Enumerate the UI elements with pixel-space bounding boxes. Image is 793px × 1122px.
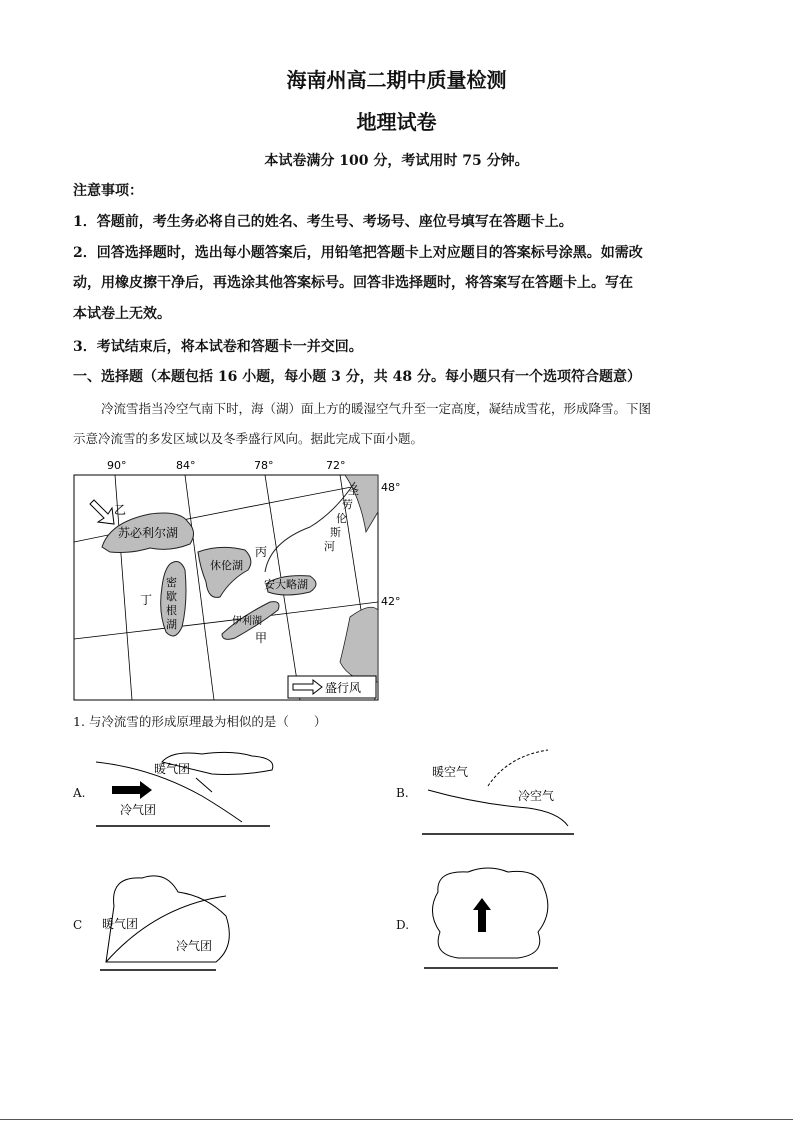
question-1-text: 1. 与冷流雪的形成原理最为相似的是（ ） <box>73 714 327 729</box>
instructions-heading: 注意事项： <box>73 183 143 199</box>
cold-snow-map <box>70 452 410 707</box>
label-michigan-1: 密 <box>166 576 177 589</box>
option-a-warm-label: 暖气团 <box>154 762 191 776</box>
label-river-3: 伦 <box>336 512 347 525</box>
option-c-diagram[interactable] <box>96 866 246 976</box>
instruction-2-line3: 本试卷上无效。 <box>73 306 171 322</box>
option-a-diagram[interactable] <box>92 748 282 834</box>
warm-air-path <box>488 750 548 786</box>
option-b-cold-label: 冷空气 <box>518 789 555 803</box>
option-c-cold-label: 冷气团 <box>176 939 213 953</box>
cold-air-arrow-icon <box>112 781 152 799</box>
lon-label-78: 78° <box>254 459 274 472</box>
page-bottom-rule <box>0 1119 793 1120</box>
label-river-1: 圣 <box>348 484 359 497</box>
lon-label-84: 84° <box>176 459 196 472</box>
label-lake-superior: 苏必利尔湖 <box>118 526 179 540</box>
option-b-letter[interactable]: B. <box>396 786 409 800</box>
label-jia: 甲 <box>255 631 268 645</box>
cloud-icon <box>432 868 547 958</box>
section-intro-line2: 示意冷流雪的多发区域以及冬季盛行风向。据此完成下面小题。 <box>73 431 424 446</box>
label-michigan-4: 湖 <box>166 618 177 631</box>
warm-air-arrow <box>196 778 212 792</box>
option-d-diagram[interactable] <box>418 862 568 980</box>
label-river-2: 劳 <box>342 498 353 511</box>
option-b-diagram[interactable] <box>418 746 578 838</box>
exam-subject: 地理试卷 <box>356 110 437 134</box>
label-lake-erie: 伊利湖 <box>232 616 262 627</box>
instruction-2-line2: 动，用橡皮擦干净后，再选涂其他答案标号。回答非选择题时，将答案写在答题卡上。写在 <box>73 275 633 291</box>
label-bing: 丙 <box>255 545 268 559</box>
legend-label: 盛行风 <box>325 681 362 695</box>
label-yi: 乙 <box>114 503 127 517</box>
option-c-warm-label: 暖气团 <box>102 917 139 931</box>
section-intro-line1: 冷流雪指当冷空气南下时，海（湖）面上方的暖湿空气升至一定高度，凝结成雪花，形成降雪。下图 <box>101 401 652 416</box>
label-river-4: 斯 <box>330 526 341 539</box>
label-michigan-2: 歇 <box>166 590 177 603</box>
lat-label-42: 42° <box>381 595 401 608</box>
option-b-warm-label: 暖空气 <box>432 765 469 779</box>
option-d-letter[interactable]: D. <box>396 918 410 932</box>
lon-label-72: 72° <box>326 459 346 472</box>
section-heading: 一、选择题（本题包括 16 小题，每小题 3 分，共 48 分。每小题只有一个选项符合题意） <box>73 369 641 385</box>
label-lake-ontario: 安大略湖 <box>264 578 308 591</box>
instruction-1: 1．答题前，考生务必将自己的姓名、考生号、考场号、座位号填写在答题卡上。 <box>73 214 573 230</box>
exam-title: 海南州高二期中质量检测 <box>286 68 507 92</box>
instruction-3: 3．考试结束后，将本试卷和答题卡一并交回。 <box>73 339 363 355</box>
label-ding: 丁 <box>140 593 153 607</box>
label-river-5: 河 <box>324 540 335 553</box>
lon-label-90: 90° <box>107 459 127 472</box>
option-a-letter[interactable]: A. <box>73 786 86 800</box>
label-michigan-3: 根 <box>166 604 177 617</box>
instruction-2-line1: 2．回答选择题时，选出每小题答案后，用铅笔把答题卡上对应题目的答案标号涂黑。如需改 <box>73 245 643 261</box>
option-c-letter[interactable]: C <box>73 918 83 932</box>
exam-note: 本试卷满分 100 分，考试用时 75 分钟。 <box>264 153 529 169</box>
option-a-cold-label: 冷气团 <box>120 803 157 817</box>
label-lake-huron: 休伦湖 <box>210 559 243 572</box>
lat-label-48: 48° <box>381 481 401 494</box>
